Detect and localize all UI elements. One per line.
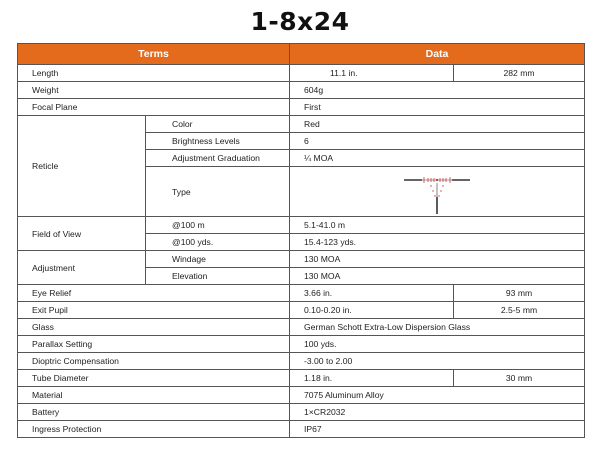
value-battery: 1×CR2032	[290, 404, 585, 421]
value-parallax: 100 yds.	[290, 336, 585, 353]
value-tube-in: 1.18 in.	[290, 370, 454, 387]
value-tube-mm: 30 mm	[454, 370, 585, 387]
table-row	[18, 82, 585, 99]
table-row	[18, 404, 585, 421]
sub-label-color: Color	[146, 116, 290, 133]
row-label-field-of-view: Field of View	[18, 217, 146, 251]
value-elevation: 130 MOA	[290, 268, 585, 285]
row-label-eye-relief: Eye Relief	[18, 285, 290, 302]
row-label-battery: Battery	[18, 404, 290, 421]
value-eye-relief-mm: 93 mm	[454, 285, 585, 302]
value-glass: German Schott Extra-Low Dispersion Glass	[290, 319, 585, 336]
sub-label-brightness: Brightness Levels	[146, 133, 290, 150]
row-label-exit-pupil: Exit Pupil	[18, 302, 290, 319]
table-row	[18, 99, 585, 116]
header-data: Data	[290, 44, 585, 65]
row-label-dioptric: Dioptric Compensation	[18, 353, 290, 370]
value-eye-relief-in: 3.66 in.	[290, 285, 454, 302]
row-label-length: Length	[18, 65, 290, 82]
table-row	[18, 251, 585, 268]
value-reticle-type	[290, 167, 585, 217]
row-label-parallax: Parallax Setting	[18, 336, 290, 353]
value-dioptric: -3.00 to 2.00	[290, 353, 585, 370]
table-header-row	[18, 44, 585, 65]
table-row	[18, 353, 585, 370]
value-color: Red	[290, 116, 585, 133]
row-label-adjustment: Adjustment	[18, 251, 146, 285]
row-label-glass: Glass	[18, 319, 290, 336]
value-weight: 604g	[290, 82, 585, 99]
value-focal-plane: First	[290, 99, 585, 116]
value-ingress: IP67	[290, 421, 585, 438]
table-row	[18, 217, 585, 234]
sub-label-100yds: @100 yds.	[146, 234, 290, 251]
table-row	[18, 387, 585, 404]
row-label-reticle: Reticle	[18, 116, 146, 217]
value-length-in: 11.1 in.	[290, 65, 454, 82]
spec-table	[17, 43, 585, 438]
table-row	[18, 319, 585, 336]
value-fov-yds: 15.4-123 yds.	[290, 234, 585, 251]
value-exit-pupil-mm: 2.5-5 mm	[454, 302, 585, 319]
value-exit-pupil-in: 0.10-0.20 in.	[290, 302, 454, 319]
sub-label-elevation: Elevation	[146, 268, 290, 285]
value-fov-m: 5.1-41.0 m	[290, 217, 585, 234]
value-windage: 130 MOA	[290, 251, 585, 268]
row-label-ingress: Ingress Protection	[18, 421, 290, 438]
table-row	[18, 116, 585, 133]
table-row	[18, 302, 585, 319]
row-label-tube-diameter: Tube Diameter	[18, 370, 290, 387]
value-length-mm: 282 mm	[454, 65, 585, 82]
header-terms: Terms	[18, 44, 290, 65]
row-label-focal-plane: Focal Plane	[18, 99, 290, 116]
sub-label-adjustment-graduation: Adjustment Graduation	[146, 150, 290, 167]
sub-label-100m: @100 m	[146, 217, 290, 234]
value-brightness: 6	[290, 133, 585, 150]
table-row	[18, 370, 585, 387]
table-row	[18, 65, 585, 82]
row-label-weight: Weight	[18, 82, 290, 99]
table-row	[18, 336, 585, 353]
reticle-diagram-icon	[402, 169, 472, 215]
table-row	[18, 285, 585, 302]
table-row	[18, 421, 585, 438]
sub-label-type: Type	[146, 167, 290, 217]
row-label-material: Material	[18, 387, 290, 404]
page-title: 1-8x24	[250, 7, 350, 36]
value-adjustment-graduation: ¼ MOA	[290, 150, 585, 167]
value-material: 7075 Aluminum Alloy	[290, 387, 585, 404]
sub-label-windage: Windage	[146, 251, 290, 268]
